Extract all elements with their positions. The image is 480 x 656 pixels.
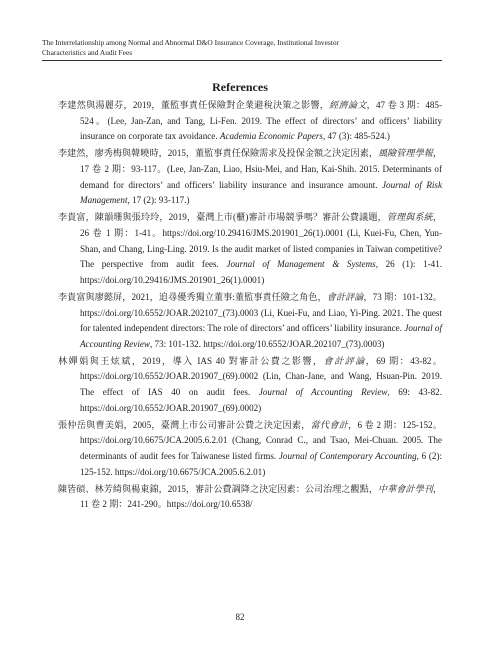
reference-lead: 李貴富，陳韻珊與張玲玲，2019，臺灣上市(櫃)審計市場競爭嗎？審計公費議題， — [58, 212, 387, 223]
running-head — [42, 38, 442, 57]
reference-journal: 中華會計學刊 — [378, 483, 433, 494]
reference-lead: 陳皆碩、林芳綺與楊東錦，2015，審計公費調降之決定因素：公司治理之觀點， — [58, 483, 378, 494]
reference-journal-en: Journal of Management & Systems — [226, 259, 376, 270]
header-rule — [42, 60, 442, 61]
reference-lead: 張仲岳與曹美娟，2005，臺灣上市公司審計公費之決定因素， — [58, 419, 311, 430]
reference-journal-en: Academia Economic Papers — [219, 131, 323, 142]
reference-journal: 經濟論文 — [329, 100, 367, 110]
reference-journal: 風險管理學報 — [378, 148, 433, 159]
reference-journal: 會計評論 — [323, 355, 366, 366]
reference-end: , 69: 43-82. https://doi.org/10.6552/JOAR.201907_(69).0002) — [80, 387, 442, 413]
reference-lead: 林嬋娟與王炫斌，2019，導入 IAS 40 對審計公費之影響， — [58, 355, 324, 366]
reference-detail: ，6 卷 2 期：125-152。https://doi.org/10.6675/JCA.2005.6.2.01 (Chang, Conrad C., and Tsao, Mei-Chuan. 2005. The determinants of audit fees for Taiwanese listed firms. — [80, 419, 442, 462]
reference-end: , 73: 101-132. https://doi.org/10.6552/JOAR.202107_(73).0003) — [149, 338, 385, 349]
reference-journal-en: Journal of Contemporary Accounting — [278, 451, 417, 462]
reference-journal: 當代會計 — [310, 419, 349, 430]
reference-end: , 17 (2): 93-117.) — [127, 195, 190, 206]
reference-lead: 李建然與湯麗芬，2019，董監事責任保險對企業避稅決策之影響， — [58, 100, 330, 110]
section-title: References — [212, 80, 268, 94]
reference-entry — [58, 146, 442, 208]
reference-lead: 李建然，廖秀梅與韓曉時，2015，董監事責任保險需求及投保金額之決定因素， — [58, 148, 378, 159]
reference-end: , 26 (1): 1-41. https://doi.org/10.29416/JMS.201901_26(1).0001) — [80, 259, 443, 285]
reference-journal-en: Journal of Risk Management — [80, 179, 442, 206]
running-head-line-1: The Interrelationship among Normal and Abnormal D&O Insurance Coverage, Institutional Investor — [42, 38, 339, 47]
reference-journal: 管理與系統 — [386, 212, 433, 223]
reference-entry — [58, 482, 442, 513]
reference-detail: ，17 卷 2 期：93-117。(Lee, Jan-Zan, Liao, Hsiu-Mei, and Han, Kai-Shih. 2015. Determinants of demand for directors’ and officers’ liability insurance and insurance amount. — [80, 148, 442, 190]
reference-detail: ，73 期：101-132。https://doi.org/10.6552/JOAR.202107_(73).0003 (Li, Kuei-Fu, and Liao, Yi-Ping. 2021. The quest for talented independent directors: The role of directors’ and officers’ liability insurance. — [80, 291, 442, 334]
reference-list — [58, 98, 442, 515]
reference-end: , 6 (2): 125-152. https://doi.org/10.6675/JCA.2005.6.2.01) — [80, 451, 442, 477]
reference-detail: ，11 卷 2 期：241-290。https://doi.org/10.6538/ — [80, 483, 442, 510]
reference-entry — [58, 290, 442, 352]
page-number: 82 — [235, 612, 245, 622]
reference-entry — [58, 418, 442, 480]
running-head-line-2: Characteristics and Audit Fees — [42, 47, 133, 57]
reference-detail: ，69 期：43-82。https://doi.org/10.6552/JOAR.201907_(69).0002 (Lin, Chan-Jane, and Wang, Hsuan-Pin. 2019. The effect of IAS 40 on audit fees. — [80, 355, 442, 398]
reference-entry — [58, 354, 442, 416]
reference-journal-en: Journal of Accounting Review — [258, 387, 388, 398]
reference-journal-en: Journal of Accounting Review — [80, 323, 442, 349]
reference-journal: 會計評論 — [326, 291, 364, 302]
reference-entry — [58, 210, 442, 288]
reference-detail: ，26 卷 1 期：1-41。https://doi.org/10.29416/JMS.201901_26(1).0001 (Li, Kuei-Fu, Chen, Yun-Shan, and Chang, Ling-Ling. 2019. Is the audit market of listed companies in Taiwan competitive? The perspective from audit fees. — [80, 212, 442, 270]
reference-lead: 李貴富與廖懿屏，2021，追尋優秀獨立董事:董監事責任險之角色， — [58, 291, 327, 302]
reference-entry — [58, 98, 442, 145]
reference-end: , 47 (3): 485-524.) — [322, 131, 390, 142]
reference-detail: ，47 卷 3 期：485-524。(Lee, Jan-Zan, and Tang, Li-Fen. 2019. The effect of directors’ and officers’ liability insurance on corporate tax avoidance. — [80, 100, 442, 142]
